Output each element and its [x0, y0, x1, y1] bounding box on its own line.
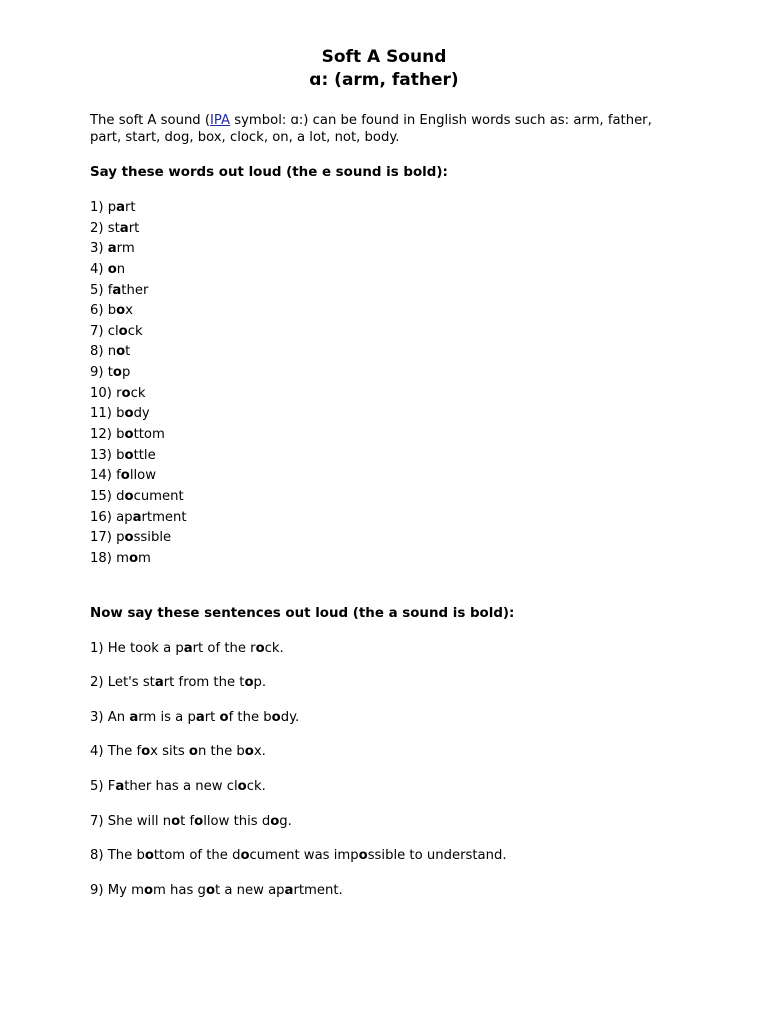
word-post: rt [128, 220, 140, 236]
word-bold-vowel: o [121, 385, 131, 401]
sentence-bold-vowel: o [237, 778, 247, 794]
intro-text-after-link: symbol: ɑ:) can be found in English words such as: arm, father, part, start, dog, box, clock, on, a lot, not, body. [90, 113, 652, 145]
intro-paragraph [90, 112, 665, 146]
word-bold-vowel: a [132, 509, 142, 525]
sentence-bold-vowel: o [144, 848, 154, 864]
sentence-text: ttom of the d [153, 848, 241, 864]
sentence-list [90, 640, 690, 917]
document-page [90, 46, 690, 916]
word-post: ck [127, 323, 143, 339]
sentence-text: g. [279, 813, 292, 829]
word-num: 18) [90, 550, 117, 566]
word-post: rtment [141, 509, 187, 525]
word-bold-vowel: a [112, 282, 122, 298]
sentence-bold-vowel: o [143, 882, 154, 898]
word-post: llow [129, 468, 157, 484]
word-num: 9) [90, 365, 108, 381]
word-bold-vowel: o [124, 447, 134, 463]
word-pre: t [107, 365, 113, 381]
word-num: 8) [90, 344, 108, 360]
word-post: x [125, 303, 133, 319]
title-line-1: Soft A Sound [321, 47, 447, 67]
sentence-text: rt [204, 709, 220, 725]
sentence-text: 4) The f [90, 744, 142, 760]
word-num: 15) [90, 488, 117, 504]
sentence-item [90, 813, 690, 848]
word-num: 6) [90, 303, 108, 319]
word-bold-vowel: o [116, 303, 126, 319]
sentence-bold-vowel: o [358, 848, 368, 864]
word-pre: d [116, 488, 125, 504]
word-item [90, 281, 690, 302]
word-pre: p [107, 200, 117, 215]
sentence-bold-vowel: o [205, 882, 215, 898]
word-bold-vowel: o [124, 530, 134, 546]
sentence-bold-vowel: o [270, 813, 280, 829]
sentence-bold-vowel: o [244, 744, 254, 760]
word-item [90, 446, 690, 467]
word-item [90, 549, 690, 570]
title-line-2: ɑ: (arm, father) [309, 70, 459, 90]
sentence-bold-vowel: o [171, 813, 181, 829]
word-post: ck [130, 385, 146, 401]
word-post: dy [133, 406, 150, 422]
word-bold-vowel: o [120, 468, 130, 484]
sentence-item [90, 709, 690, 744]
sentence-text: x. [253, 744, 266, 760]
word-pre: p [116, 530, 125, 546]
sentence-text: x sits [150, 744, 189, 760]
sentence-bold-vowel: o [271, 709, 281, 725]
sentence-bold-vowel: a [154, 675, 164, 691]
sentence-bold-vowel: o [255, 640, 265, 656]
sentence-item [90, 674, 690, 709]
sentence-bold-vowel: a [115, 778, 125, 794]
word-num: 14) [90, 468, 117, 484]
word-bold-vowel: o [128, 550, 139, 566]
sentence-bold-vowel: a [129, 709, 139, 725]
word-pre: ap [116, 509, 133, 525]
word-list-heading: Say these words out loud (the e sound is bold): [90, 165, 448, 180]
ipa-link[interactable]: IPA [210, 113, 231, 128]
word-pre: b [107, 303, 117, 319]
word-post: t [125, 344, 131, 360]
word-bold-vowel: a [116, 200, 126, 215]
sentence-bold-vowel: o [240, 848, 250, 864]
word-bold-vowel: o [116, 344, 126, 360]
sentence-bold-vowel: o [188, 744, 198, 760]
word-item [90, 508, 690, 529]
word-item [90, 363, 690, 384]
word-post: ssible [133, 530, 172, 546]
sentence-item [90, 778, 690, 813]
sentence-text: ther has a new cl [124, 778, 238, 794]
word-num: 11) [90, 406, 117, 422]
sentence-text: rm is a p [138, 709, 196, 725]
sentence-bold-vowel: a [195, 709, 205, 725]
word-num: 4) [90, 261, 108, 277]
word-num: 5) [90, 282, 108, 298]
sentence-text: 7) She will n [90, 813, 172, 829]
sentence-text: ck. [246, 778, 266, 794]
intro-text-before-link: The soft A sound ( [90, 113, 211, 128]
word-bold-vowel: o [112, 365, 122, 381]
sentence-text: ssible to understand. [367, 848, 507, 864]
word-pre: f [116, 468, 121, 484]
word-pre: n [107, 344, 117, 360]
word-bold-vowel: a [119, 220, 129, 236]
word-item [90, 404, 690, 425]
sentence-text: dy. [280, 709, 300, 725]
page-title [90, 46, 678, 92]
word-post: n [116, 261, 126, 277]
word-item [90, 198, 690, 219]
word-post: rm [116, 241, 135, 257]
word-bold-vowel: a [107, 241, 117, 257]
word-pre: m [116, 550, 129, 566]
word-pre: st [107, 220, 120, 236]
word-item [90, 342, 690, 363]
word-list [90, 198, 690, 570]
sentence-text: 9) My m [90, 882, 144, 898]
word-num: 2) [90, 220, 108, 236]
word-post: ttle [133, 447, 156, 463]
sentence-item [90, 882, 690, 917]
word-item [90, 322, 690, 343]
word-item [90, 301, 690, 322]
word-num: 3) [90, 241, 108, 257]
word-bold-vowel: o [124, 406, 134, 422]
sentence-text: ck. [264, 640, 284, 656]
sentence-bold-vowel: o [219, 709, 229, 725]
sentence-text: p. [253, 675, 267, 691]
word-item [90, 466, 690, 487]
word-num: 10) [90, 385, 117, 401]
sentence-bold-vowel: a [183, 640, 193, 656]
sentence-item [90, 640, 690, 675]
word-item [90, 239, 690, 260]
word-bold-vowel: o [118, 323, 128, 339]
sentence-text: t f [180, 813, 195, 829]
word-bold-vowel: o [124, 427, 134, 443]
word-post: ttom [133, 427, 165, 443]
sentence-text: 3) An [90, 709, 130, 725]
word-pre: b [116, 447, 125, 463]
word-num: 13) [90, 447, 117, 463]
word-post: p [121, 365, 131, 381]
word-num: 16) [90, 509, 117, 525]
sentence-item [90, 743, 690, 778]
sentence-bold-vowel: o [141, 744, 151, 760]
word-num: 17) [90, 530, 117, 546]
word-pre: b [116, 427, 125, 443]
sentence-text: t a new ap [215, 882, 285, 898]
word-item [90, 384, 690, 405]
word-bold-vowel: o [107, 261, 117, 277]
word-post: rt [125, 200, 136, 215]
word-num: 1) [90, 200, 108, 215]
sentence-text: 1) He took a p [90, 640, 184, 656]
word-item [90, 260, 690, 281]
sentence-bold-vowel: o [244, 675, 254, 691]
word-item [90, 528, 690, 549]
sentence-text: n the b [197, 744, 245, 760]
sentence-text: rt of the r [192, 640, 256, 656]
sentence-item [90, 847, 690, 882]
word-post: cument [133, 488, 184, 504]
sentence-text: f the b [228, 709, 272, 725]
word-num: 12) [90, 427, 117, 443]
word-item [90, 219, 690, 240]
word-item [90, 487, 690, 508]
word-pre: cl [107, 323, 119, 339]
sentence-text: rtment. [293, 882, 343, 898]
word-post: ther [121, 282, 149, 298]
sentence-text: 2) Let's st [90, 675, 155, 691]
sentence-text: 5) F [90, 778, 116, 794]
word-num: 7) [90, 323, 108, 339]
word-post: m [138, 550, 151, 566]
word-pre: b [116, 406, 125, 422]
sentence-text: cument was imp [249, 848, 359, 864]
sentence-bold-vowel: o [194, 813, 204, 829]
sentence-text: 8) The b [90, 848, 145, 864]
word-item [90, 425, 690, 446]
sentence-text: rt from the t [163, 675, 245, 691]
word-pre: r [116, 385, 122, 401]
word-pre: f [107, 282, 113, 298]
sentence-text: llow this d [203, 813, 271, 829]
sentence-bold-vowel: a [284, 882, 294, 898]
word-bold-vowel: o [124, 488, 134, 504]
sentence-list-heading: Now say these sentences out loud (the a sound is bold): [90, 605, 515, 621]
sentence-text: m has g [153, 882, 206, 898]
